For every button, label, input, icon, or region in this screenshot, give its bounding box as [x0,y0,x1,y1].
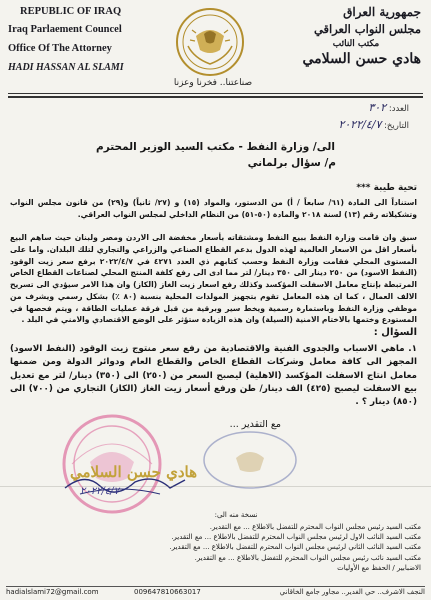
signature-date: ٢٠٢٢/٤/٧ [80,486,119,497]
letter-recipient: الى/ وزارة النفط - مكتب السيد الوزير المحترم [96,141,335,153]
closing-thanks: مع التقدير ... [229,419,281,430]
header-divider-thin [8,93,423,94]
copy-item: مكتب السيد النائب الاول لرئيس مجلس النواب المحترم للتفضل بالاطلاع ... مع التقدير. [171,533,421,542]
header-en-line-3: Office Of The Attorney [8,43,112,55]
header-ar-line-4: هادي حسن السلامي [302,51,421,67]
footer-phone: 009647810663017 [134,588,201,596]
copies-caption: نسخة منه الى: [214,511,258,519]
secondary-seal-stamp-icon [200,428,300,493]
copy-item: مكتب السيد النائب الثاني لرئيس مجلس النواب المحترم للتفضل بالاطلاع ... مع التقدير. [169,543,421,552]
footer-divider [6,586,425,587]
letter-paragraph-background: سبق وان قامت وزارة النفط ببيع النفط ومشتقاته بأسعار مخفضة الى الاردن ومصر ولبنان حيث ساهم البيع بأسعار اقل من الاسعار العالمية لهذه الدول بدعم القطاع الصناعي والزراعي والتجاري لتلك البلدان. واما على المستوى المحلي فقامت وزارة النفط وحسب كتابهم ذي العدد ٤٢٧١ في ٢٠٢٢/٤/٧ برفع سعر زيت الوقود (النفط الاسود) من ٢٥٠ دينار الى ٣٥٠ دينار/ لتر مما ادى الى رفع كلفة المنتج المحلي لصناعات القطاع الخاص المرتبطة بإنتاج معامل الاسفلت المؤكسد وكذلك رفع اسعار زيت الغاز (الكاز) وان هذا الامر سيؤدي الى تسريح الالف العمال ، كما ان هذه المعامل تقوم بتجهيز المولدات المحلية بنسبة (٨٠ ٪) بشكل رسمي ويشرف من موظفي وزارة النفط وباستمارة رسمية ويخط سير وبرقية من قبل فرقة عمليات الطاقة ، ويتم فحصها في المستودع وختمها بالاختام الامنية (السيلة) وان هذه الزيادة ستؤثر على الوضع الاقتصادي والامني في البلد . [10,233,417,325]
letter-greeting: تحية طيبة *** [356,183,417,193]
header-en-line-4: HADI HASSAN AL SLAMI [8,62,124,74]
footer [6,588,425,600]
header-english [8,6,158,74]
question-heading: السؤال : [373,327,417,338]
iraq-parliament-emblem-icon [174,6,246,78]
letter-subject: م/ سؤال برلماني [247,157,336,169]
footer-address: النجف الاشرف.. حي الغدير.. مجاور جامع الخاقاني [279,588,425,596]
header-arabic [291,5,421,67]
copies-list [141,510,421,573]
letter-date [338,118,409,131]
copy-item: الاضبابير / الحفظ مع الأوليات [337,563,421,572]
header-divider-thick [8,96,423,98]
footer-email: hadialslami72@gmail.com [6,588,99,596]
paper-fold-line [0,486,431,487]
signature-name-text: هادي حسن السلامي [70,463,198,481]
header-ar-line-3: مكتب النائب [332,39,380,49]
copy-item: مكتب السيد رئيس مجلس النواب المحترم للتفضل بالاطلاع ... مع التقدير. [209,523,421,532]
reference-label: العدد: [388,104,409,114]
date-label: التاريخ: [384,121,409,131]
reference-value: ٣٠٢ [368,101,387,114]
header-ar-line-2: مجلس النواب العراقي [313,22,421,36]
copy-item: مكتب السيد نائب رئيس مجلس النواب المحترم للتفضل بالاطلاع ... مع التقدير. [194,553,421,562]
question-item-1: ١. ماهي الاسباب والجدوى الفنية والاقتصادية من رفع سعر منتوج زيت الوقود (النفط الاسود) المجهز الى كافة معامل وشركات القطاع الخاص والقطاع العام ودوائر الدولة ومن ضمنها معامل انتاج الاسفلت المؤكسد (الاهلية) ليصبح السعر من (٢٥٠) الى (٣٥٠) دينار/ لتر مع تعديل بيع الاسفلت ليصبح (٤٢٥) الف دينار/ طن ورفع أسعار زيت الغاز (الكاز) التجاري من (٧٠٠) الى (٨٥٠) دينار ؟ . [10,344,417,408]
date-value: ٢٠٢٢/٤/٧ [338,118,382,131]
header-ar-line-1: جمهورية العراق [343,5,421,19]
header-en-line-1: REPUBLIC OF IRAQ [20,6,122,17]
reference-number [368,101,409,114]
header-motto: صناعتنا.. فخرنا وعزنا [173,78,253,88]
header-en-line-2: Iraq Parlaement Councel [8,24,122,36]
letter-paragraph-legal-basis: استناداً الى المادة (٦١/ سابعاً / أ) من الدستور، والمواد (١٥) و (٢٧/ ثانياً) و(٢٩) من قانون مجلس النواب وتشكيلاته رقم (١٣) لسنة ٢٠١٨ والمادة (٥٠-٥١) من النظام الداخلي لمجلس النواب العراقي. [10,198,417,219]
